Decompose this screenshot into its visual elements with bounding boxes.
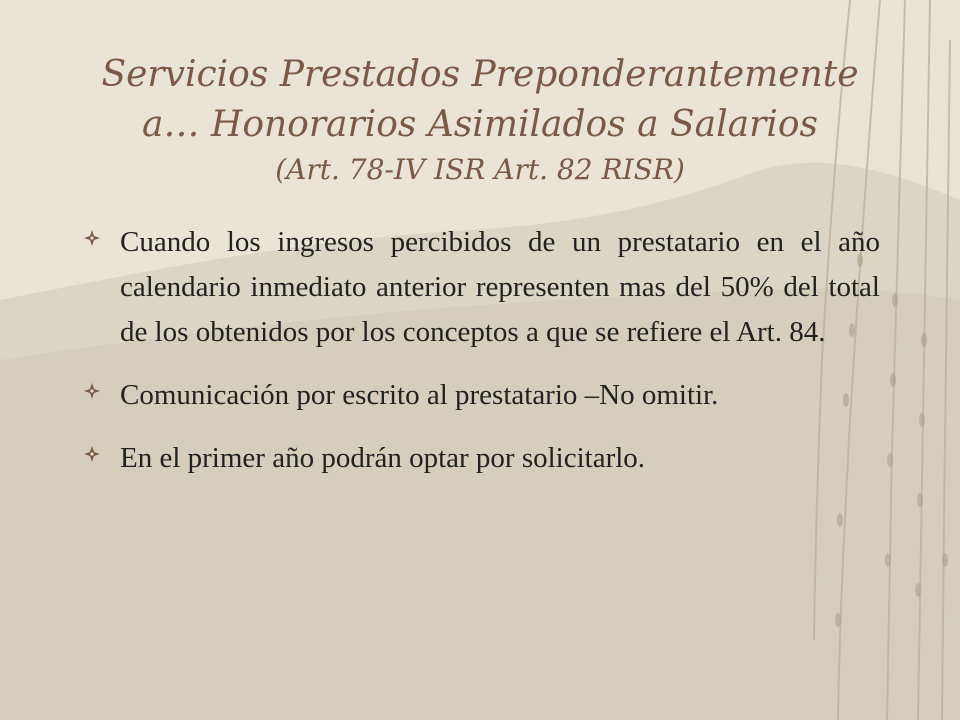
- title-line-2: a… Honorarios Asimilados a Salarios: [142, 104, 818, 145]
- four-petal-diamond-icon: [84, 230, 100, 246]
- bullet-text: Cuando los ingresos percibidos de un prestatario en el año calendario inmediato anterior representen mas del 50% del total de los obtenidos por los conceptos a que se refiere el Art. 84.: [120, 226, 880, 348]
- four-petal-diamond-icon: [84, 446, 100, 462]
- bullet-item: [84, 436, 880, 481]
- bullet-text: Comunicación por escrito al prestatario –No omitir.: [120, 379, 719, 411]
- bullet-text: En el primer año podrán optar por solicitarlo.: [120, 442, 646, 474]
- bullet-item: [84, 373, 880, 418]
- slide-title: [60, 50, 900, 190]
- title-article-reference: (Art. 78-IV ISR Art. 82 RISR): [275, 153, 685, 186]
- title-line-1: Servicios Prestados Preponderantemente: [101, 54, 859, 95]
- four-petal-diamond-icon: [84, 383, 100, 399]
- bullet-list: [84, 220, 880, 499]
- bullet-item: [84, 220, 880, 355]
